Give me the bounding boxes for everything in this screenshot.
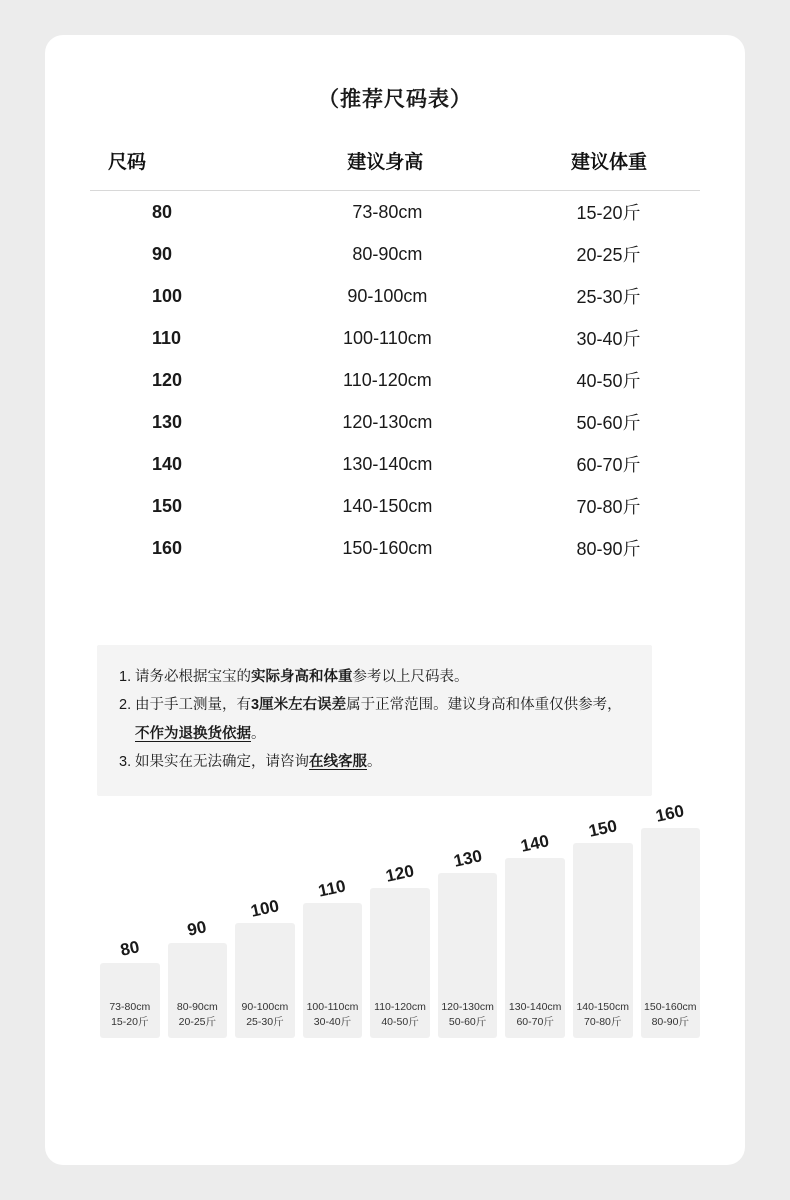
note-item	[119, 691, 630, 748]
size-bar-chart	[100, 801, 700, 1038]
note-text: 如果实在无法确定，请咨询在线客服。	[135, 753, 382, 770]
chart-bar	[573, 816, 633, 1038]
chart-bar-size-label: 100	[248, 896, 281, 921]
cell-height: 100-110cm	[343, 327, 432, 348]
chart-bar-size-label: 130	[451, 846, 484, 871]
chart-bar-height-label: 110-120cm	[374, 1000, 426, 1013]
cell-height: 80-90cm	[352, 243, 423, 264]
header-height: 建议身高	[347, 152, 424, 173]
chart-bar-weight-label: 25-30斤	[246, 1015, 284, 1028]
chart-bar-size-label: 140	[519, 831, 551, 856]
cell-height: 130-140cm	[342, 453, 433, 474]
note-item	[119, 663, 630, 691]
note-number: 2.	[119, 697, 132, 714]
table-body	[90, 191, 700, 569]
chart-bar-weight-label: 15-20斤	[111, 1015, 149, 1028]
chart-bar-size-label: 150	[586, 816, 619, 841]
cell-height: 140-150cm	[342, 495, 433, 516]
cell-height: 110-120cm	[343, 369, 432, 390]
cell-size: 80	[152, 201, 173, 222]
cell-height: 73-80cm	[352, 201, 423, 222]
chart-bar-height-label: 120-130cm	[441, 1000, 494, 1013]
chart-bar	[505, 831, 565, 1038]
chart-bar	[303, 876, 363, 1038]
chart-bar-weight-label: 30-40斤	[313, 1015, 352, 1028]
note-item	[119, 748, 630, 776]
table-row	[90, 485, 700, 527]
cell-size: 140	[152, 453, 183, 474]
cell-size: 160	[152, 537, 183, 558]
table-row	[90, 359, 700, 401]
size-table	[90, 147, 700, 569]
cell-size: 130	[152, 411, 183, 432]
cell-size: 150	[152, 495, 183, 516]
size-chart-card	[45, 35, 745, 1165]
note-text: 由于手工测量，有3厘米左右误差属于正常范围。建议身高和体重仅供参考，不作为退换货依据。	[135, 697, 622, 742]
chart-bar-height-label: 73-80cm	[109, 1000, 151, 1013]
chart-bar-weight-label: 40-50斤	[381, 1015, 419, 1028]
chart-bar-weight-label: 60-70斤	[516, 1015, 554, 1028]
cell-weight: 30-40斤	[576, 329, 641, 349]
table-row	[90, 401, 700, 443]
chart-bar	[235, 896, 295, 1038]
cell-weight: 40-50斤	[576, 371, 641, 391]
table-row	[90, 275, 700, 317]
note-number: 3.	[119, 753, 132, 770]
note-text: 请务必根据宝宝的实际身高和体重参考以上尺码表。	[135, 669, 469, 685]
table-row	[90, 233, 700, 275]
chart-bar-height-label: 100-110cm	[306, 1000, 359, 1013]
cell-weight: 50-60斤	[576, 413, 641, 433]
chart-bar-size-label: 160	[654, 801, 687, 826]
table-row	[90, 191, 700, 233]
chart-bar-size-label: 110	[316, 876, 348, 901]
cell-height: 150-160cm	[342, 537, 433, 558]
cell-weight: 20-25斤	[576, 245, 641, 265]
cell-size: 100	[152, 285, 183, 306]
chart-bar-height-label: 90-100cm	[241, 1000, 289, 1013]
chart-bar	[438, 846, 498, 1038]
notes-block	[97, 645, 652, 796]
cell-weight: 70-80斤	[576, 497, 641, 517]
cell-weight: 80-90斤	[576, 539, 641, 559]
chart-bar-size-label: 120	[384, 861, 416, 886]
header-weight: 建议体重	[571, 152, 648, 173]
cell-weight: 60-70斤	[576, 455, 641, 475]
chart-bar-size-label: 90	[186, 917, 209, 940]
cell-height: 120-130cm	[342, 411, 433, 432]
chart-bar-weight-label: 20-25斤	[178, 1015, 217, 1028]
chart-bar	[370, 861, 430, 1038]
chart-bar-height-label: 80-90cm	[176, 1000, 218, 1013]
cell-height: 90-100cm	[347, 285, 428, 306]
header-size: 尺码	[108, 152, 147, 173]
page-title: （推荐尺码表）	[318, 88, 472, 111]
chart-bar	[168, 917, 228, 1038]
cell-size: 110	[152, 327, 182, 348]
chart-bar-size-label: 80	[118, 937, 141, 960]
cell-weight: 25-30斤	[576, 287, 641, 307]
cell-weight: 15-20斤	[576, 203, 641, 223]
chart-bar-weight-label: 80-90斤	[651, 1015, 689, 1028]
cell-size: 120	[152, 369, 183, 390]
table-row	[90, 443, 700, 485]
table-row	[90, 317, 700, 359]
table-row	[90, 527, 700, 569]
note-number: 1.	[119, 669, 132, 685]
cell-size: 90	[152, 243, 173, 264]
chart-bar	[100, 937, 160, 1038]
chart-bar-height-label: 150-160cm	[644, 1000, 697, 1013]
chart-bar-weight-label: 50-60斤	[448, 1015, 487, 1028]
table-header-row	[90, 147, 700, 191]
chart-bar	[641, 801, 701, 1038]
chart-bar-height-label: 140-150cm	[576, 1000, 629, 1013]
chart-bar-height-label: 130-140cm	[508, 1000, 562, 1013]
chart-bar-weight-label: 70-80斤	[584, 1015, 622, 1028]
